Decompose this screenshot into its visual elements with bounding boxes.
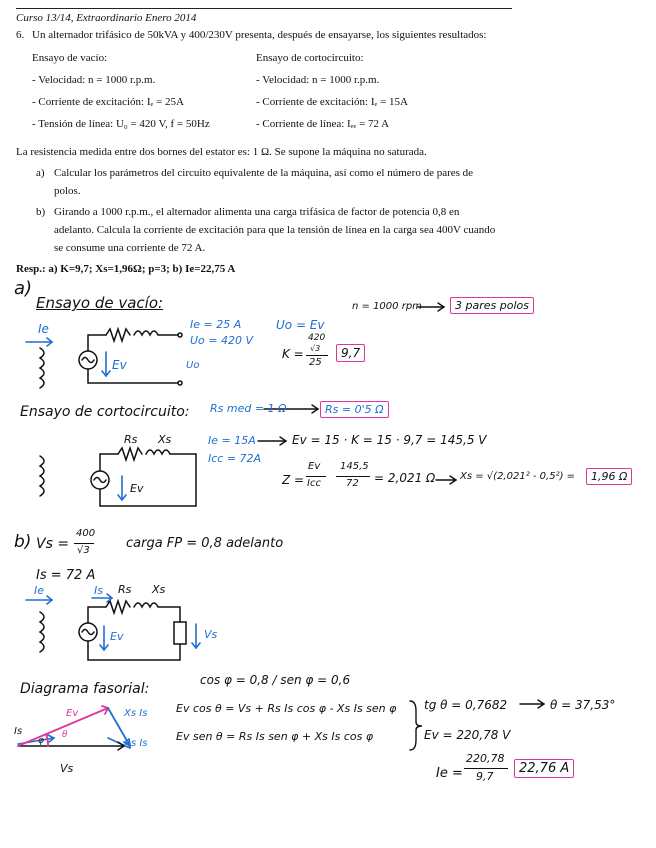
carga-note: carga FP = 0,8 adelanto xyxy=(126,536,284,551)
short-circuit-line: - Corriente de excitación: Iₑ = 15A xyxy=(256,96,408,108)
phasor-theta: θ xyxy=(62,730,68,740)
rs-label: Rs xyxy=(124,433,138,446)
part-a-label: a) xyxy=(14,278,33,299)
no-load-line: - Corriente de excitación: Iₑ = 25A xyxy=(32,96,184,108)
vs-bar xyxy=(74,543,94,544)
part-b-label: b) xyxy=(14,532,32,552)
tg-theta: tg θ = 0,7682 xyxy=(424,698,508,712)
vs-den: √3 xyxy=(77,545,90,556)
uo-equals-ev: Uo = Ev xyxy=(276,318,325,332)
equation-1: Ev cos θ = Vs + Rs Is cos φ - Xs Is sen φ xyxy=(176,702,397,715)
short-circuit-line: - Velocidad: n = 1000 r.p.m. xyxy=(256,74,380,86)
vacio-title: Ensayo de vacío: xyxy=(36,294,164,312)
problem-number: 6. xyxy=(16,29,25,41)
ev-result: Ev = 220,78 V xyxy=(424,728,511,742)
poles-result-box: 3 pares polos xyxy=(450,297,534,314)
resistance-note: La resistencia medida entre dos bornes del estator es: 1 Ω. Se supone la máquina no saturada. xyxy=(16,146,427,158)
is-circuit-label: Is xyxy=(94,584,103,597)
ie-label: Ie xyxy=(38,322,49,336)
question-b-line: adelanto. Calcula la corriente de excitación para que la tensión de línea en la carga sea 400V cuando xyxy=(54,224,496,236)
xs-label: Xs xyxy=(158,433,172,446)
xs-equation: Xs = √(2,021² - 0,5²) = xyxy=(460,471,576,482)
k-result-box: 9,7 xyxy=(336,344,365,362)
ie-cc: Ie = 15A xyxy=(208,434,256,447)
question-a-line: polos. xyxy=(54,185,81,197)
phasor-ev: Ev xyxy=(66,708,79,719)
z-frac-num: Ev xyxy=(308,461,321,472)
rs-b-label: Rs xyxy=(118,583,132,596)
cc-title: Ensayo de cortocircuito: xyxy=(20,404,190,420)
rs-med: Rs med = 1 Ω xyxy=(210,402,287,415)
course-header: Curso 13/14, Extraordinario Enero 2014 xyxy=(16,12,197,24)
vs-label: Vs = xyxy=(36,536,70,552)
z-frac-den: Icc xyxy=(307,478,321,489)
answer-line: Resp.: a) K=9,7; Xs=1,96Ω; p=3; b) Ie=22,75 A xyxy=(16,263,236,275)
z-result: = 2,021 Ω xyxy=(374,471,436,485)
rpm-note: n = 1000 rpm xyxy=(352,301,422,312)
icc: Icc = 72A xyxy=(208,452,262,465)
z-label: Z = xyxy=(282,473,305,487)
no-load-line: - Tensión de línea: U₀ = 420 V, f = 50Hz xyxy=(32,118,210,130)
question-b-line: Girando a 1000 r.p.m., el alternador alimenta una carga trifásica de factor de potencia 0,8 en xyxy=(54,206,460,218)
phasor-rs-is: Rs Is xyxy=(124,738,148,749)
is-value: Is = 72 A xyxy=(36,568,96,583)
xs-result-box: 1,96 Ω xyxy=(586,468,632,485)
phasor-phi: φ xyxy=(38,736,44,746)
k-fraction-bar xyxy=(306,355,328,356)
k-numerator-root: √3 xyxy=(310,344,321,353)
vs-circuit-label: Vs xyxy=(204,628,218,641)
diagram-title: Diagrama fasorial: xyxy=(20,681,150,697)
z-val-bar xyxy=(336,476,370,477)
ie-b-label: Ie xyxy=(34,584,45,597)
z-val-num: 145,5 xyxy=(340,461,369,472)
no-load-line: - Velocidad: n = 1000 r.p.m. xyxy=(32,74,156,86)
uo-vacio: Uo = 420 V xyxy=(190,334,254,347)
cos-sen: cos φ = 0,8 / sen φ = 0,6 xyxy=(200,673,351,687)
equation-2: Ev sen θ = Rs Is sen φ + Xs Is cos φ xyxy=(176,730,374,743)
question-b-label: b) xyxy=(36,206,46,218)
ie-final-den: 9,7 xyxy=(476,770,494,783)
short-circuit-line: - Corriente de línea: Iₑₑ = 72 A xyxy=(256,118,390,130)
ie-vacio: Ie = 25 A xyxy=(190,318,242,331)
vs-num: 400 xyxy=(76,528,96,539)
uo-terminal-label: Uo xyxy=(186,360,200,371)
ie-final-box: 22,76 A xyxy=(514,759,574,778)
theta-value: θ = 37,53° xyxy=(550,698,616,712)
ie-final-label: Ie = xyxy=(436,766,463,781)
ie-final-bar xyxy=(464,768,508,769)
ev-calc: Ev = 15 · K = 15 · 9,7 = 145,5 V xyxy=(292,433,487,447)
phasor-vs: Vs xyxy=(60,762,74,775)
short-circuit-title: Ensayo de cortocircuito: xyxy=(256,52,364,64)
k-label: K = xyxy=(282,347,304,361)
z-frac-bar xyxy=(306,476,326,477)
question-b-line: se consume una corriente de 72 A. xyxy=(54,242,206,254)
question-a-label: a) xyxy=(36,167,45,179)
phasor-is: Is xyxy=(14,726,23,737)
problem-statement: Un alternador trifásico de 50kVA y 400/230V presenta, después de ensayarse, los siguientes resultados: xyxy=(32,29,487,41)
k-denominator: 25 xyxy=(309,357,322,368)
question-a-line: Calcular los parámetros del circuito equivalente de la máquina, así como el número de pares de xyxy=(54,167,474,179)
ev-cc-label: Ev xyxy=(130,482,144,495)
z-val-den: 72 xyxy=(346,478,359,489)
ev-b-label: Ev xyxy=(110,630,124,643)
rs-result-box: Rs = 0'5 Ω xyxy=(320,401,389,418)
k-numerator: 420 xyxy=(308,333,326,343)
xs-b-label: Xs xyxy=(152,583,166,596)
ev-label: Ev xyxy=(112,358,127,372)
no-load-title: Ensayo de vacío: xyxy=(32,52,108,64)
phasor-xs-is: Xs Is xyxy=(124,708,148,719)
ie-final-num: 220,78 xyxy=(466,752,505,765)
